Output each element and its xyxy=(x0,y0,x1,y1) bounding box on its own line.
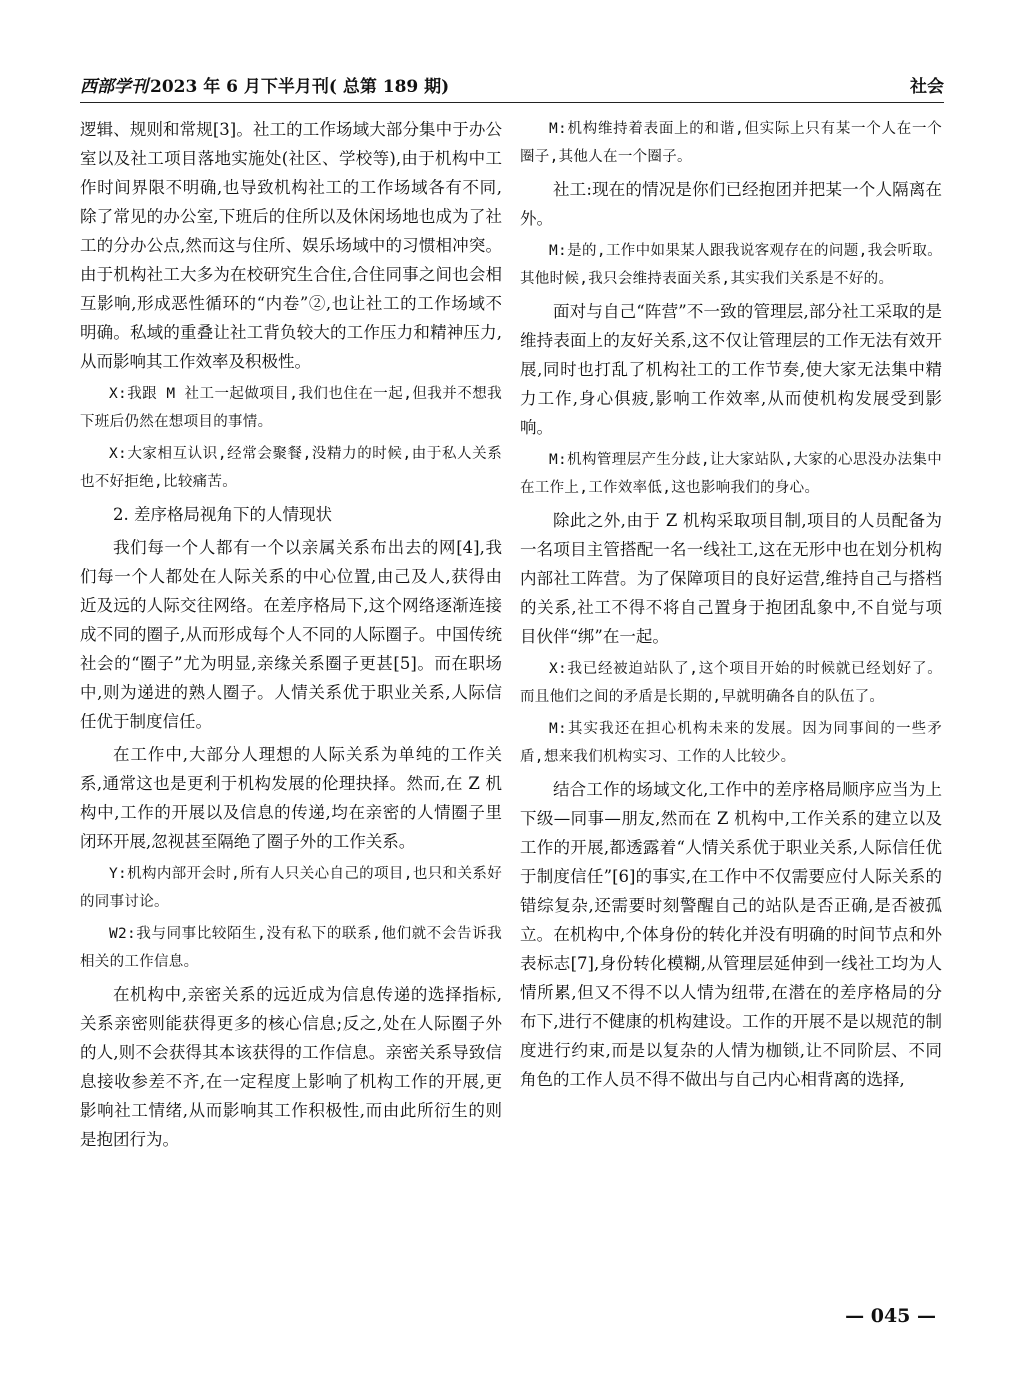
body-paragraph: 在机构中,亲密关系的远近成为信息传递的选择指标,关系亲密则能获得更多的核心信息;反之,处在人际圈子外的人,则不会获得其本该获得的工作信息。亲密关系导致信息接收参差不齐,在一定程度上影响了机构工作的开展,更影响社工情绪,从而影响其工作积极性,而由此所衍生的则是抱团行为。 xyxy=(80,985,502,1149)
issue-info: 2023 年 6 月下半月刊( 总第 189 期) xyxy=(150,77,450,97)
body-paragraph: 社工:现在的情况是你们已经抱团并把某一个人隔离在外。 xyxy=(520,180,942,228)
header-issue-line xyxy=(80,72,449,97)
section-heading: 2. 差序格局视角下的人情现状 xyxy=(113,505,332,524)
interview-quote: M:机构维持着表面上的和谐,但实际上只有某一个人在一个圈子,其他人在一个圈子。 xyxy=(520,121,942,165)
body-paragraph: 我们每一个人都有一个以亲属关系布出去的网[4],我们每一个人都处在人际关系的中心位置,由己及人,获得由近及远的人际交往网络。在差序格局下,这个网络逐渐连接成不同的圈子,从而形成每个人不同的人际圈子。中国传统社会的“圈子”尤为明显,亲缘关系圈子更甚[5]。而在职场中,则为递进的熟人圈子。人情关系优于职业关系,人际信任优于制度信任。 xyxy=(80,538,502,731)
interview-quote: M:其实我还在担心机构未来的发展。因为同事间的一些矛盾,想来我们机构实习、工作的人比较少。 xyxy=(520,721,942,765)
body-paragraph: 结合工作的场域文化,工作中的差序格局顺序应当为上下级—同事—朋友,然而在 Z 机构中,工作关系的建立以及工作的开展,都透露着“人情关系优于职业关系,人际信任优于制度信任”[6]的事实,在工作中不仅需要应付人际关系的错综复杂,还需要时刻警醒自己的站队是否正确,是否被孤立。在机构中,个体身份的转化并没有明确的时间节点和外表标志[7],身份转化模糊,从管理层延伸到一线社工均为人情所累,但又不得不以人情为纽带,在潜在的差序格局的分布下,进行不健康的机构建设。工作的开展不是以规范的制度进行约束,而是以复杂的人情为枷锁,让不同阶层、不同角色的工作人员不得不做出与自己内心相背离的选择, xyxy=(520,780,942,1089)
interview-quote: X:大家相互认识,经常会聚餐,没精力的时候,由于私人关系也不好拒绝,比较痛苦。 xyxy=(80,446,502,490)
interview-quote: M:是的,工作中如果某人跟我说客观存在的问题,我会听取。其他时候,我只会维持表面关系,其实我们关系是不好的。 xyxy=(520,243,942,287)
right-column xyxy=(520,115,942,1098)
header-rule xyxy=(80,102,944,103)
left-column xyxy=(80,115,502,1158)
body-paragraph: 除此之外,由于 Z 机构采取项目制,项目的人员配备为一名项目主管搭配一名一线社工,这在无形中也在划分机构内部社工阵营。为了保障项目的良好运营,维持自己与搭档的关系,社工不得不将自己置身于抱团乱象中,不自觉与项目伙伴“绑”在一起。 xyxy=(520,511,942,646)
body-paragraph: 面对与自己“阵营”不一致的管理层,部分社工采取的是维持表面上的友好关系,这不仅让管理层的工作无法有效开展,同时也打乱了机构社工的工作节奏,使大家无法集中精力工作,身心俱疲,影响工作效率,从而使机构发展受到影响。 xyxy=(520,302,942,437)
interview-quote: Y:机构内部开会时,所有人只关心自己的项目,也只和关系好的同事讨论。 xyxy=(80,866,502,910)
interview-quote: W2:我与同事比较陌生,没有私下的联系,他们就不会告诉我相关的工作信息。 xyxy=(80,926,502,970)
section-label: 社会 xyxy=(910,77,944,97)
running-header xyxy=(80,70,944,100)
journal-logo: 西部学刊 xyxy=(80,77,148,97)
interview-quote: X:我已经被迫站队了,这个项目开始的时候就已经划好了。而且他们之间的矛盾是长期的,早就明确各自的队伍了。 xyxy=(520,661,942,705)
body-paragraph: 在工作中,大部分人理想的人际关系为单纯的工作关系,通常这也是更利于机构发展的伦理抉择。然而,在 Z 机构中,工作的开展以及信息的传递,均在亲密的人情圈子里闭环开展,忽视甚至隔绝了圈子外的工作关系。 xyxy=(80,745,502,851)
body-paragraph: 逻辑、规则和常规[3]。社工的工作场域大部分集中于办公室以及社工项目落地实施处(社区、学校等),由于机构中工作时间界限不明确,也导致机构社工的工作场域各有不同,除了常见的办公室,下班后的住所以及休闲场地也成为了社工的分办公点,然而这与住所、娱乐场域中的习惯相冲突。由于机构社工大多为在校研究生合住,合住同事之间也会相互影响,形成恶性循环的“内卷”②,也让社工的工作场域不明确。私域的重叠让社工背负较大的工作压力和精神压力,从而影响其工作效率及积极性。 xyxy=(80,120,502,371)
page-number: — 045 — xyxy=(845,1305,936,1327)
interview-quote: M:机构管理层产生分歧,让大家站队,大家的心思没办法集中在工作上,工作效率低,这也影响我们的身心。 xyxy=(520,452,942,496)
interview-quote: X:我跟 M 社工一起做项目,我们也住在一起,但我并不想我下班后仍然在想项目的事情。 xyxy=(80,386,502,430)
